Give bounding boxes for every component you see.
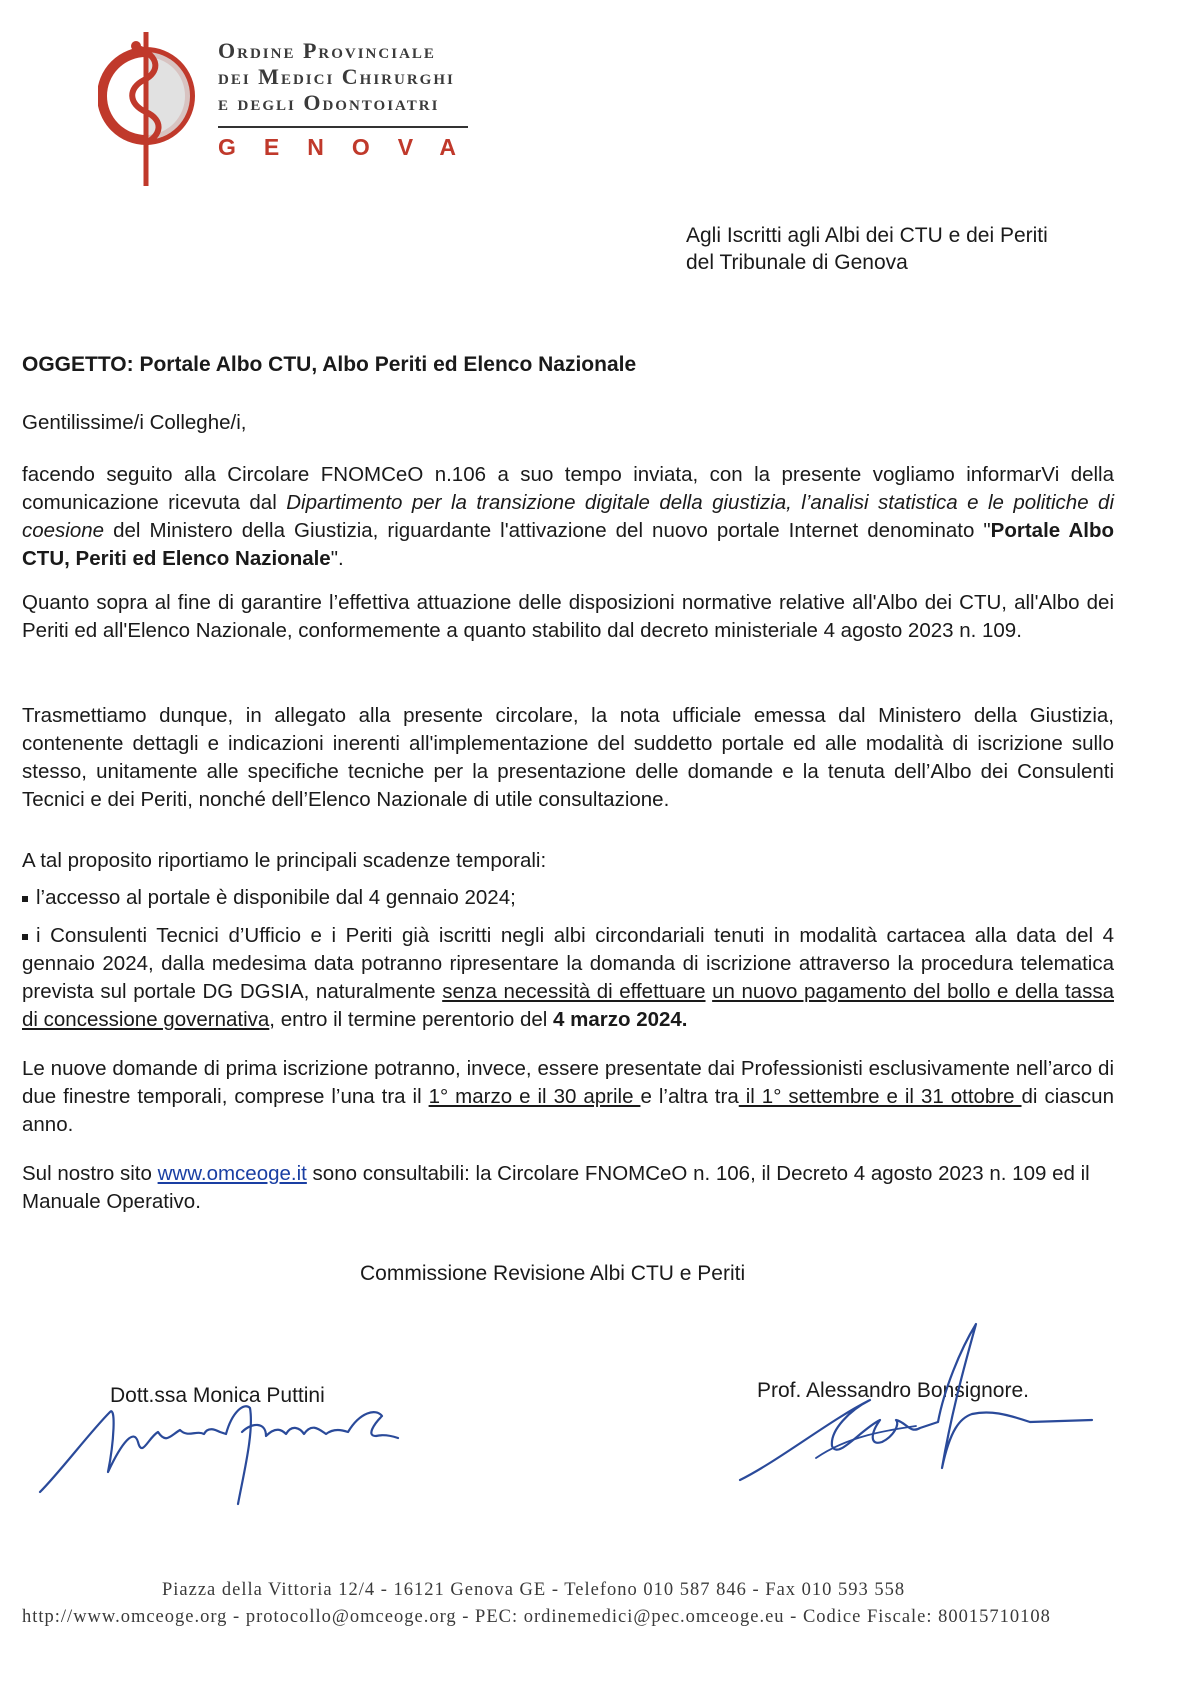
footer-contacts: http://www.omceoge.org - protocollo@omceoge.org - PEC: ordinemedici@pec.omceoge.eu - Codice Fiscale: 80015710108: [22, 1607, 1051, 1627]
commission-name: Commissione Revisione Albi CTU e Periti: [360, 1262, 746, 1285]
p1-text-b: del Ministero della Giustizia, riguardante l'attivazione del nuovo portale Internet denominato ": [104, 519, 991, 542]
list-item: [22, 884, 1114, 912]
p5-window-1: 1° marzo e il 30 aprile: [428, 1085, 641, 1108]
p5-text-a: Le nuove domande di prima iscrizione potranno, invece, essere presentate dai Professionisti esclusivamente nell’arco di due finestre temporali, comprese l’una tra il: [22, 1057, 1114, 1108]
paragraph-6: [22, 1160, 1114, 1216]
website-link[interactable]: www.omceoge.it: [157, 1162, 307, 1185]
signatory-2-name: Prof. Alessandro Bonsignore.: [757, 1379, 1029, 1402]
p1-text-a: facendo seguito alla Circolare FNOMCeO n.106 a suo tempo inviata, con la presente vogliamo informarVi della comunicazione ricevuta dal: [22, 463, 1114, 514]
signature-2: [720, 1310, 1100, 1500]
p5-text-b: e l’altra tra: [640, 1085, 739, 1108]
p5-text-c: di ciascun anno.: [22, 1085, 1114, 1136]
paragraph-5: [22, 1055, 1114, 1139]
recipient-line-1: Agli Iscritti agli Albi dei CTU e dei Periti: [686, 224, 1048, 247]
header-divider: [218, 126, 468, 128]
paragraph-3: Trasmettiamo dunque, in allegato alla presente circolare, la nota ufficiale emessa dal Ministero della Giustizia, contenente dettagli e indicazioni inerenti all'implementazione del suddetto portale ed alle modalità di iscrizione sullo stesso, unitamente alle specifiche tecniche per la presentazione delle domande e la tenuta dell’Albo dei Consulenti Tecnici e dei Periti, nonché dell’Elenco Nazionale di utile consultazione.: [22, 704, 1114, 811]
bullet-2-underline-2: un nuovo pagamento del bollo e della tassa di concessione governativa: [22, 980, 1114, 1031]
paragraph-4: A tal proposito riportiamo le principali scadenze temporali:: [22, 849, 547, 872]
recipient-block: [686, 222, 1106, 276]
bullet-2-underline-1: senza necessità di effettuare: [442, 980, 706, 1003]
bullet-icon: [22, 896, 28, 902]
bullet-1-text: l’accesso al portale è disponibile dal 4 gennaio 2024;: [36, 886, 516, 909]
p1-bold-portal-name: Portale Albo CTU, Periti ed Elenco Nazionale: [22, 519, 1114, 570]
org-name-line-1: Ordine Provinciale: [218, 38, 436, 63]
bullet-2-text-a: i Consulenti Tecnici d’Ufficio e i Periti già iscritti negli albi circondariali tenuti in modalità cartacea alla data del 4 gennaio 2024, dalla medesima data potranno ripresentare la domanda di iscrizione attraverso la procedura telematica prevista sul portale DG DGSIA, naturalmente: [22, 924, 1114, 1003]
footer-address: Piazza della Vittoria 12/4 - 16121 Genova GE - Telefono 010 587 846 - Fax 010 593 558: [162, 1580, 906, 1600]
bullet-icon: [22, 934, 28, 940]
signatory-1-name: Dott.ssa Monica Puttini: [110, 1384, 325, 1407]
org-name-line-3: e degli Odontoiatri: [218, 90, 440, 115]
p6-text-b: sono consultabili: la Circolare FNOMCeO n. 106, il Decreto 4 agosto 2023 n. 109 ed il Manuale Operativo.: [22, 1162, 1090, 1213]
recipient-line-2: del Tribunale di Genova: [686, 251, 908, 274]
org-name-line-2: dei Medici Chirurghi: [218, 64, 455, 89]
p6-text-a: Sul nostro sito: [22, 1162, 158, 1185]
bullet-2-deadline: 4 marzo 2024.: [553, 1008, 688, 1031]
greeting: Gentilissime/i Colleghe/i,: [22, 411, 247, 434]
paragraph-2: Quanto sopra al fine di garantire l’effettiva attuazione delle disposizioni normative relative all'Albo dei CTU, all'Albo dei Periti ed all'Elenco Nazionale, conformemente a quanto stabilito dal decreto ministeriale 4 agosto 2023 n. 109.: [22, 591, 1114, 642]
caduceus-logo-icon: [98, 28, 208, 190]
paragraph-1: [22, 461, 1114, 573]
org-city: GENOVA: [218, 134, 484, 160]
subject-line: OGGETTO: Portale Albo CTU, Albo Periti ed Elenco Nazionale: [22, 353, 637, 376]
p5-window-2: il 1° settembre e il 31 ottobre: [738, 1085, 1022, 1108]
bullet-2-text-b: , entro il termine perentorio del: [269, 1008, 554, 1031]
p1-text-c: ".: [330, 547, 344, 570]
signature-1: [30, 1372, 430, 1512]
list-item: [22, 922, 1114, 1034]
p1-italic-department: Dipartimento per la transizione digitale della giustizia, l’analisi statistica e le politiche di coesione: [22, 491, 1114, 542]
